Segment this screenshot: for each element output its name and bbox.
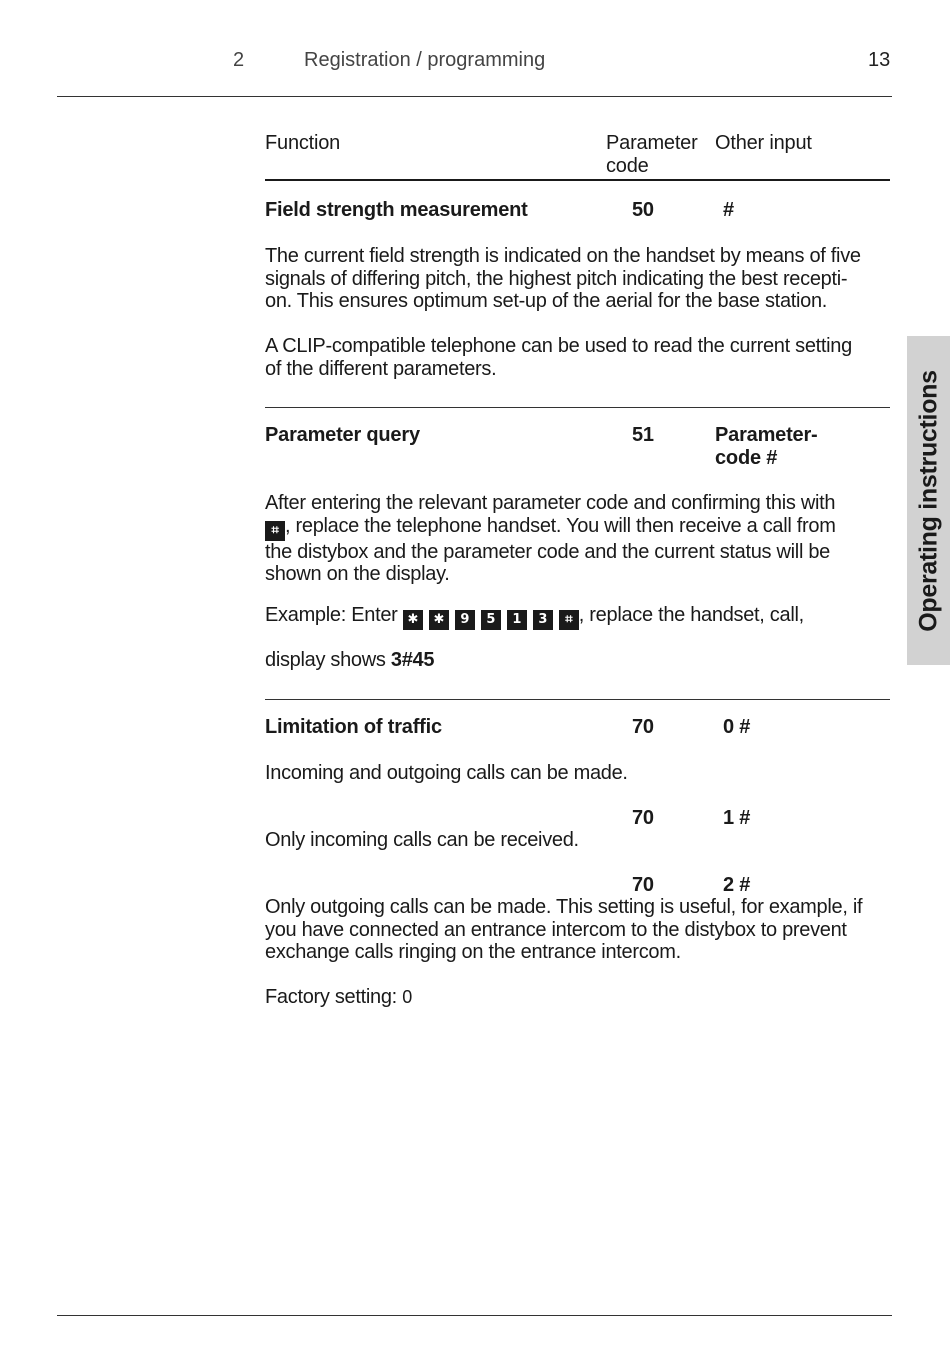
col-header-other-input: Other input <box>715 132 812 154</box>
traffic-option-2-text <box>265 896 890 964</box>
side-tab <box>907 336 950 665</box>
traffic-code-1: 70 <box>632 807 654 829</box>
parameter-query-description <box>265 492 890 586</box>
parameter-query-input-line2: code # <box>715 447 778 469</box>
field-strength-input: # <box>723 199 734 221</box>
traffic-option-0-text: Incoming and outgoing calls can be made. <box>265 762 628 784</box>
text-line: ⌗ , replace the telephone handset. You will then receive a call from <box>265 515 890 541</box>
example-line <box>265 604 890 630</box>
header-rule <box>57 96 892 97</box>
digit-key-icon: 3 <box>533 610 553 630</box>
traffic-input-0: 0 # <box>723 716 751 738</box>
text-line: exchange calls ringing on the entrance intercom. <box>265 941 681 963</box>
traffic-code-0: 70 <box>632 716 654 738</box>
parameter-query-input <box>715 424 818 470</box>
hash-key-icon: ⌗ <box>265 521 285 541</box>
parameter-query-input-line1: Parameter- <box>715 424 818 446</box>
text-line: of the different parameters. <box>265 357 497 380</box>
field-strength-code: 50 <box>632 199 654 221</box>
table-header-rule <box>265 179 890 181</box>
field-strength-title: Field strength measurement <box>265 199 528 221</box>
text-line: A CLIP-compatible telephone can be used to read the current setting <box>265 335 852 357</box>
page-number: 13 <box>868 49 891 71</box>
text-line: The current field strength is indicated on the handset by means of five <box>265 245 861 267</box>
col-header-param-code <box>606 132 698 178</box>
col-header-param-code-line1: Parameter <box>606 132 698 154</box>
factory-setting-label: Factory setting: <box>265 986 397 1008</box>
example-suffix: , replace the handset, call, <box>578 604 804 626</box>
display-value: 3#45 <box>390 649 435 671</box>
traffic-input-2: 2 # <box>723 874 751 896</box>
text-line: on. This ensures optimum set-up of the aerial for the base station. <box>265 290 828 312</box>
traffic-input-1: 1 # <box>723 807 751 829</box>
text-line: shown on the display. <box>265 563 450 585</box>
side-tab-label: Operating instructions <box>914 369 942 632</box>
display-prefix: display shows <box>265 649 386 671</box>
col-header-function: Function <box>265 132 341 154</box>
field-strength-description <box>265 245 890 313</box>
text-line: the distybox and the parameter code and the current status will be <box>265 540 830 563</box>
parameter-query-code: 51 <box>632 424 654 446</box>
parameter-query-title: Parameter query <box>265 424 420 446</box>
star-key-icon: ✱ <box>403 610 423 630</box>
text-line: Only outgoing calls can be made. This setting is useful, for example, if <box>265 896 863 918</box>
chapter-number: 2 <box>233 49 245 71</box>
text-line: signals of differing pitch, the highest pitch indicating the best recepti- <box>265 267 848 290</box>
factory-setting <box>265 986 890 1009</box>
section-rule <box>265 699 890 700</box>
traffic-code-2: 70 <box>632 874 654 896</box>
clip-note <box>265 335 890 380</box>
text-line: After entering the relevant parameter code and confirming this with <box>265 492 836 514</box>
traffic-option-1-text: Only incoming calls can be received. <box>265 829 579 851</box>
section-rule <box>265 407 890 408</box>
traffic-title: Limitation of traffic <box>265 716 442 738</box>
footer-rule <box>57 1315 892 1316</box>
digit-key-icon: 5 <box>481 610 501 630</box>
digit-key-icon: 1 <box>507 610 527 630</box>
star-key-icon: ✱ <box>429 610 449 630</box>
chapter-title: Registration / programming <box>304 49 546 71</box>
display-shows-line <box>265 649 890 672</box>
col-header-param-code-line2: code <box>606 155 649 177</box>
hash-key-icon: ⌗ <box>559 610 579 630</box>
digit-key-icon: 9 <box>455 610 475 630</box>
factory-setting-value: 0 <box>402 987 412 1007</box>
example-prefix: Example: Enter <box>265 604 398 626</box>
text-line: you have connected an entrance intercom to the distybox to prevent <box>265 918 847 941</box>
